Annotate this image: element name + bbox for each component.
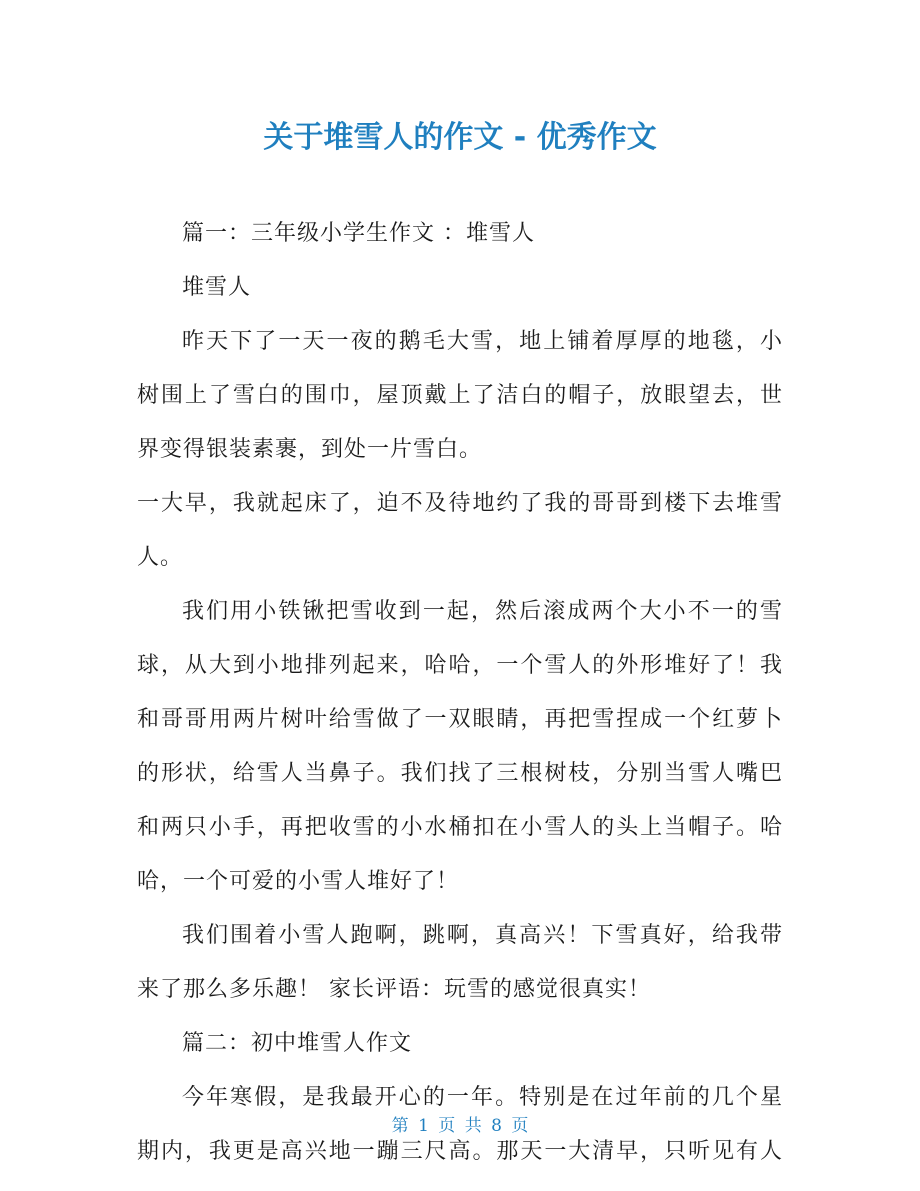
text-line: 篇二：初中堆雪人作文 (182, 1031, 413, 1056)
text-line: 人。 (137, 545, 184, 570)
document-body (137, 214, 783, 1186)
text-line: 我们用小铁锹把雪收到一起，然后滚成两个大小不一的雪 (182, 599, 783, 624)
text-line: 树围上了雪白的围巾，屋顶戴上了洁白的帽子，放眼望去，世 (137, 383, 783, 408)
page-footer: 第 1 页 共 8 页 (391, 1116, 529, 1136)
text-line: 哈，一个可爱的小雪人堆好了！ (137, 869, 460, 894)
text-line: 和两只小手，再把收雪的小水桶扣在小雪人的头上当帽子。哈 (137, 815, 783, 840)
text-line: 今年寒假，是我最开心的一年。特别是在过年前的几个星 (182, 1085, 783, 1110)
text-line: 球，从大到小地排列起来，哈哈，一个雪人的外形堆好了！我 (137, 653, 783, 678)
text-line: 界变得银装素裹，到处一片雪白。 (137, 437, 483, 462)
text-line: 和哥哥用两片树叶给雪做了一双眼睛，再把雪捏成一个红萝卜 (137, 707, 783, 732)
page-title: 关于堆雪人的作文 - 优秀作文 (263, 120, 657, 155)
text-line: 篇一：三年级小学生作文 ：堆雪人 (182, 221, 535, 246)
text-line: 昨天下了一天一夜的鹅毛大雪，地上铺着厚厚的地毯，小 (182, 329, 783, 354)
text-line: 一大早，我就起床了，迫不及待地约了我的哥哥到楼下去堆雪 (137, 491, 783, 516)
text-line: 堆雪人 (182, 275, 252, 300)
text-line: 期内，我更是高兴地一蹦三尺高。那天一大清早，只听见有人 (137, 1139, 783, 1164)
text-line: 来了那么多乐趣！ 家长评语：玩雪的感觉很真实！ (137, 977, 651, 1002)
text-line: 我们围着小雪人跑啊，跳啊，真高兴！下雪真好，给我带 (182, 923, 783, 948)
text-line: 的形状，给雪人当鼻子。我们找了三根树枝，分别当雪人嘴巴 (137, 761, 783, 786)
